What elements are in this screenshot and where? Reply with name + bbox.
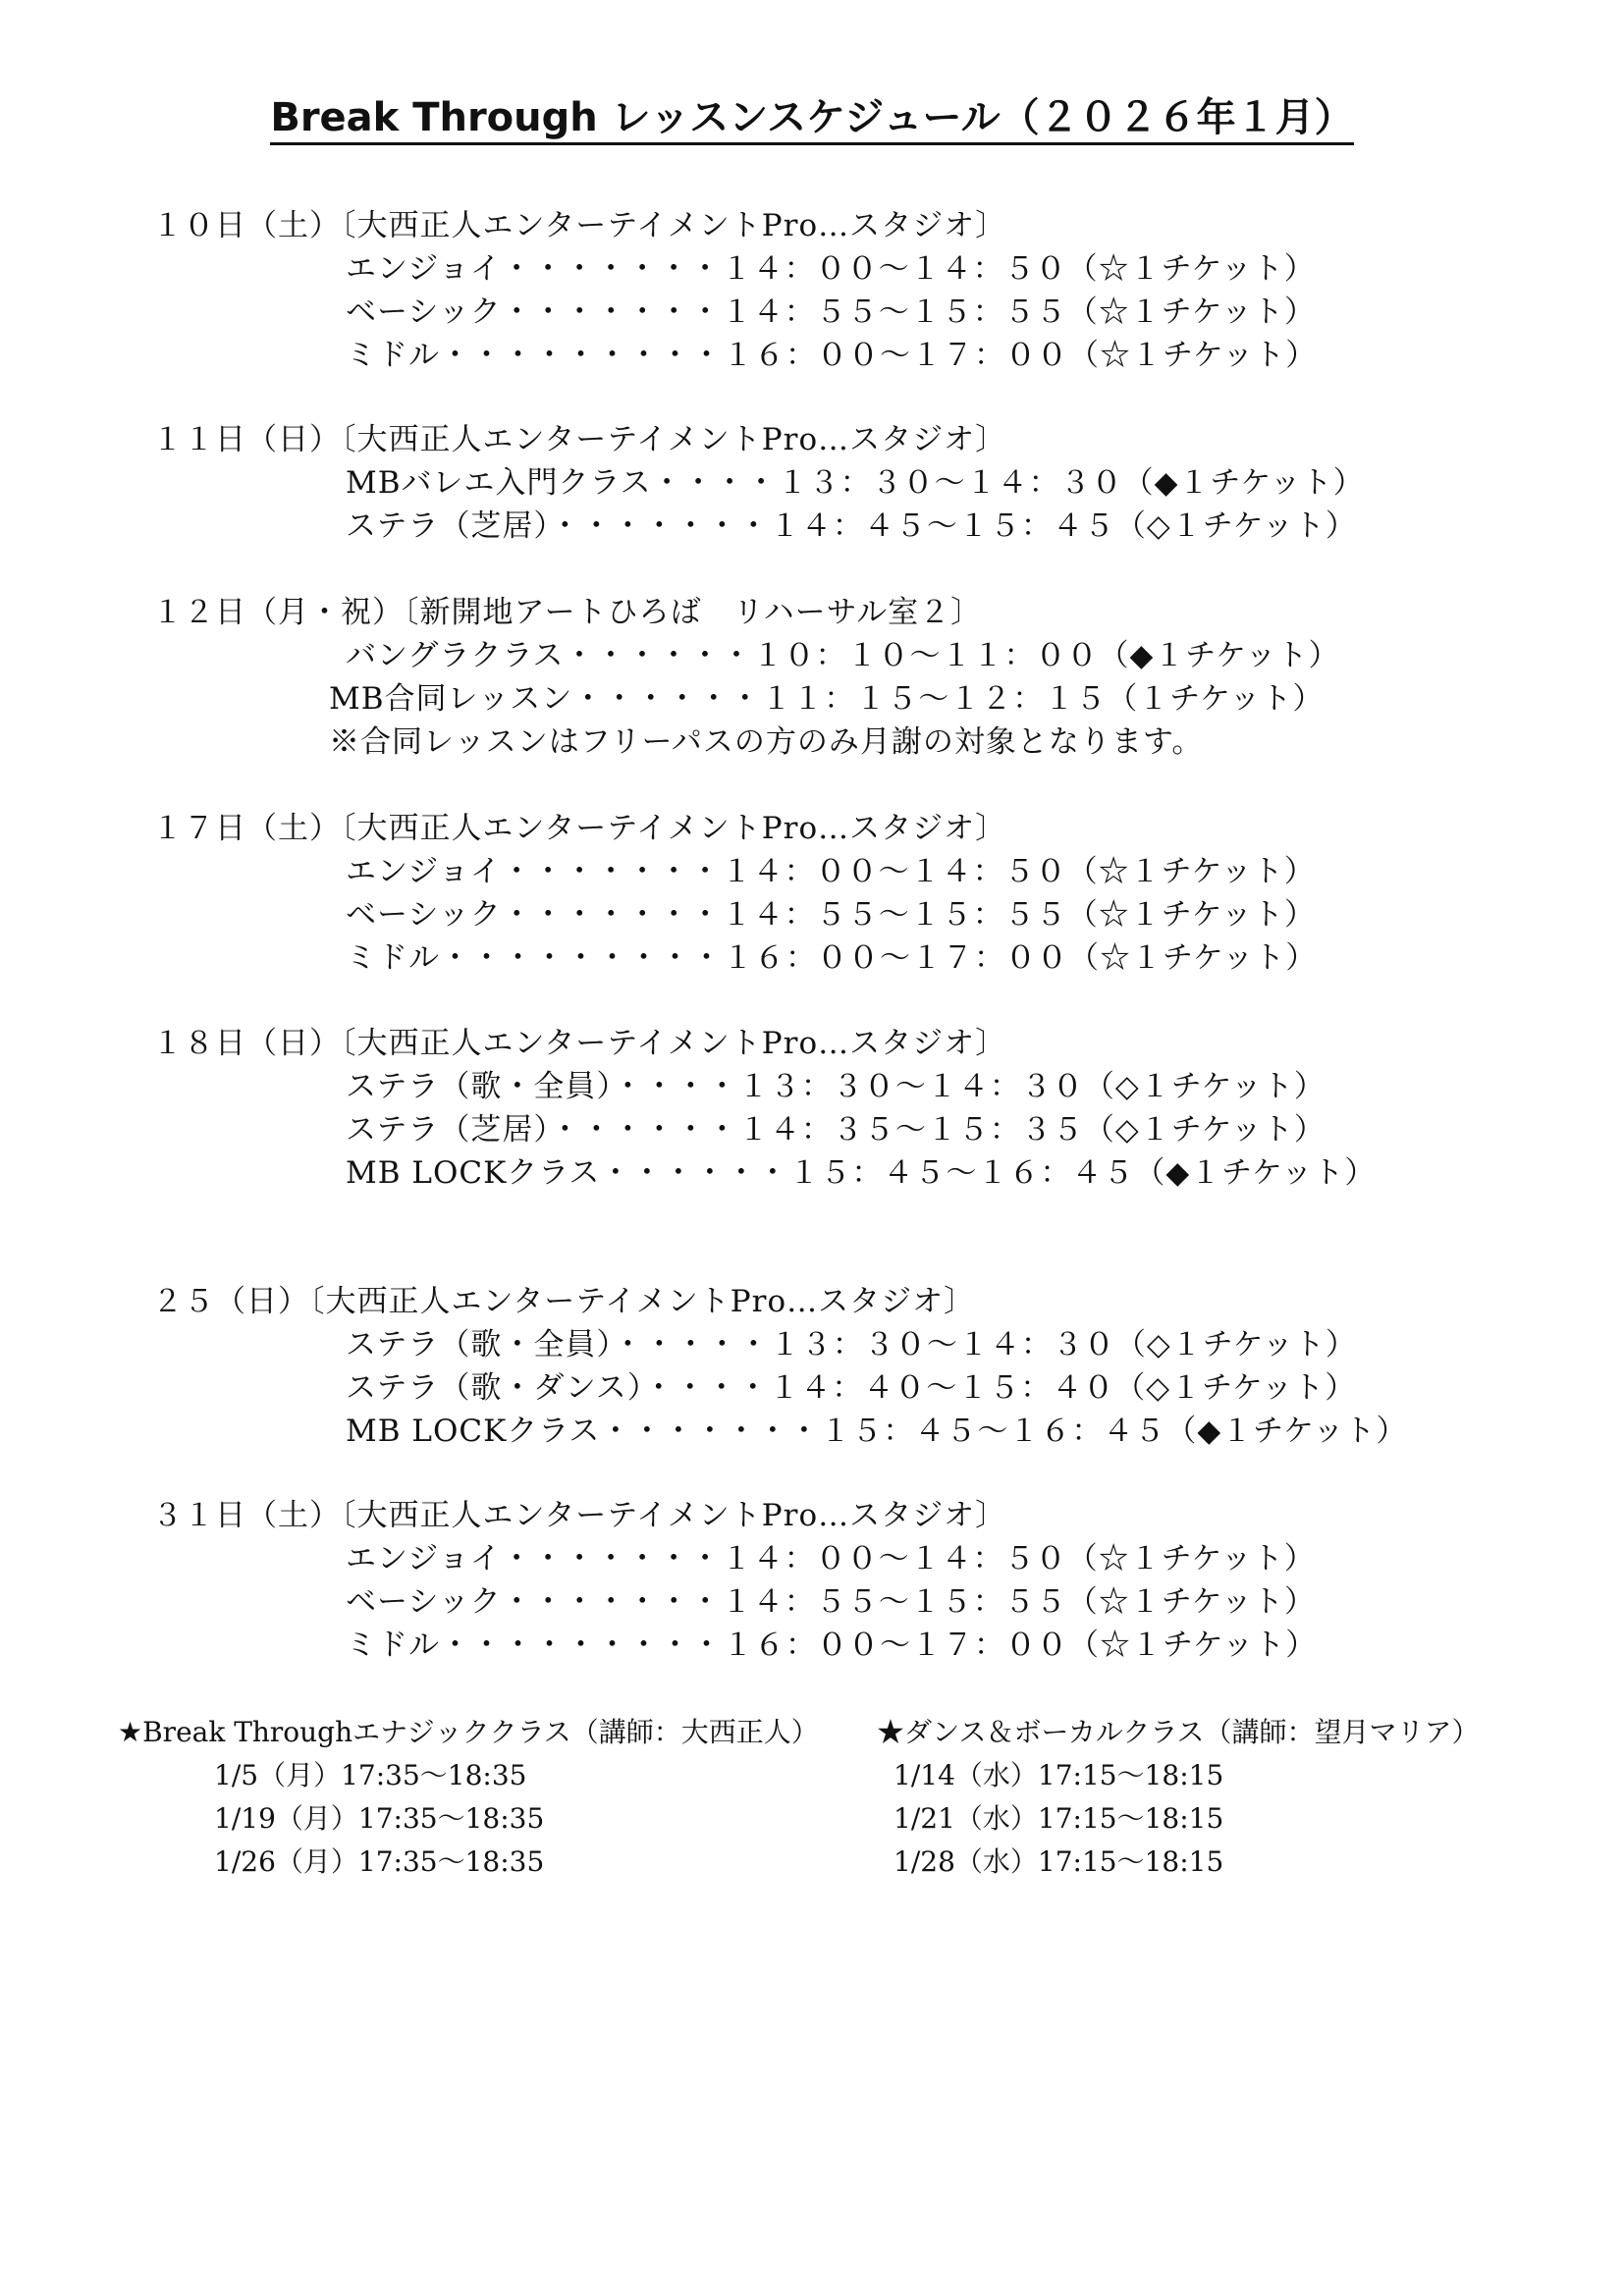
day-header: １１日（日）〔大西正人エンターテイメントPro…スタジオ〕: [152, 422, 1007, 457]
lesson-row: ミドル・・・・・・・・・１６：００～１７：００（☆１チケット）: [346, 940, 1318, 976]
vocal-date: 1/14（水）17:15～18:15: [893, 1759, 1224, 1791]
day-header: １２日（月・祝）〔新開地アートひろば リハーサル室２〕: [152, 595, 983, 630]
energic-date: 1/5（月）17:35～18:35: [214, 1759, 527, 1791]
lesson-row: ステラ（芝居）・・・・・・１４：３５～１５：３５（◇１チケット）: [346, 1112, 1326, 1148]
lesson-row: MB LOCKクラス・・・・・・１５：４５～１６：４５（◆１チケット）: [346, 1155, 1377, 1191]
lesson-row: バングラクラス・・・・・・１０：１０～１１：００（◆１チケット）: [346, 638, 1340, 673]
vocal-date: 1/21（水）17:15～18:15: [893, 1802, 1224, 1835]
energic-date: 1/26（月）17:35～18:35: [214, 1845, 545, 1878]
vocal-class-header: ★ダンス＆ボーカルクラス（講師：望月マリア）: [877, 1716, 1480, 1748]
lesson-row: エンジョイ・・・・・・・１４：００～１４：５０（☆１チケット）: [346, 251, 1316, 287]
lesson-row: ミドル・・・・・・・・・１６：００～１７：００（☆１チケット）: [346, 338, 1318, 373]
page-title: [0, 90, 1624, 145]
page-title-text: Break Through レッスンスケジュール（２０２６年１月）: [270, 95, 1353, 145]
day-note: ※合同レッスンはフリーパスの方のみ月謝の対象となります。: [329, 724, 1204, 760]
energic-class-header: ★Break Throughエナジッククラス（講師：大西正人）: [118, 1716, 819, 1748]
day-header: １８日（日）〔大西正人エンターテイメントPro…スタジオ〕: [152, 1026, 1007, 1061]
lesson-row: エンジョイ・・・・・・・１４：００～１４：５０（☆１チケット）: [346, 1541, 1316, 1576]
lesson-row: ステラ（歌・全員）・・・・・１３：３０～１４：３０（◇１チケット）: [346, 1327, 1357, 1362]
lesson-row: MB合同レッスン・・・・・・１１：１５～１２：１５（１チケット）: [329, 681, 1325, 717]
day-header: １７日（土）〔大西正人エンターテイメントPro…スタジオ〕: [152, 811, 1007, 846]
energic-date: 1/19（月）17:35～18:35: [214, 1802, 545, 1835]
lesson-row: ミドル・・・・・・・・・１６：００～１７：００（☆１チケット）: [346, 1628, 1318, 1663]
vocal-date: 1/28（水）17:15～18:15: [893, 1845, 1224, 1878]
lesson-row: ステラ（芝居）・・・・・・・１４：４５～１５：４５（◇１チケット）: [346, 508, 1357, 544]
day-header: ２５（日）〔大西正人エンターテイメントPro…スタジオ〕: [152, 1284, 976, 1319]
lesson-row: ベーシック・・・・・・・１４：５５～１５：５５（☆１チケット）: [346, 897, 1316, 933]
lesson-row: ベーシック・・・・・・・１４：５５～１５：５５（☆１チケット）: [346, 1584, 1316, 1620]
lesson-row: ステラ（歌・全員）・・・・１３：３０～１４：３０（◇１チケット）: [346, 1069, 1326, 1104]
day-header: １０日（土）〔大西正人エンターテイメントPro…スタジオ〕: [152, 208, 1007, 243]
lesson-row: ステラ（歌・ダンス）・・・・１４：４０～１５：４０（◇１チケット）: [346, 1370, 1357, 1406]
lesson-row: MBバレエ入門クラス・・・・１３：３０～１４：３０（◆１チケット）: [346, 465, 1365, 501]
lesson-row: MB LOCKクラス・・・・・・・１５：４５～１６：４５（◆１チケット）: [346, 1414, 1408, 1449]
lesson-row: エンジョイ・・・・・・・１４：００～１４：５０（☆１チケット）: [346, 854, 1316, 889]
lesson-row: ベーシック・・・・・・・１４：５５～１５：５５（☆１チケット）: [346, 294, 1316, 330]
day-header: ３１日（土）〔大西正人エンターテイメントPro…スタジオ〕: [152, 1498, 1007, 1533]
